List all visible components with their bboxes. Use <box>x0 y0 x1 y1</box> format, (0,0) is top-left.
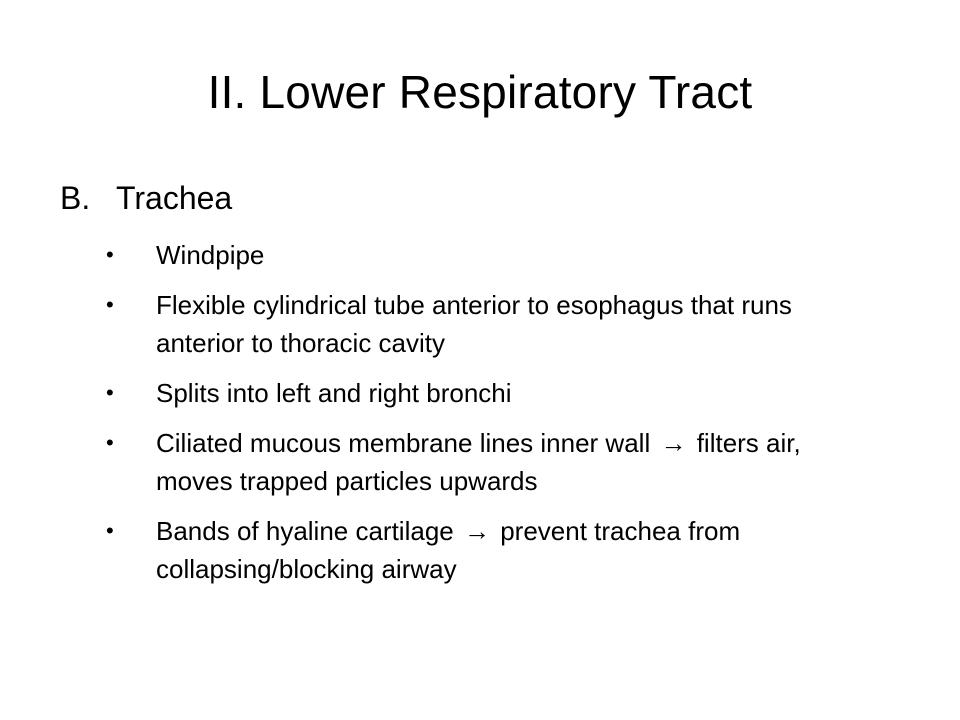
bullet-list <box>0 236 960 588</box>
section-letter: B. <box>60 180 91 216</box>
bullet-item <box>0 286 960 362</box>
slide-title: II. Lower Respiratory Tract <box>207 66 753 118</box>
right-arrow-icon: → <box>463 516 490 546</box>
bullet-text-start: Bands of hyaline cartilage <box>156 516 454 546</box>
bullet-icon: • <box>106 380 114 405</box>
section-title: Trachea <box>116 180 233 216</box>
bullet-icon: • <box>106 518 114 543</box>
bullet-item <box>0 374 960 412</box>
bullet-icon: • <box>106 292 114 317</box>
right-arrow-icon: → <box>660 428 687 458</box>
section-heading <box>60 176 232 220</box>
bullet-text: Splits into left and right bronchi <box>156 378 512 408</box>
bullet-text: Flexible cylindrical tube anterior to esophagus that runs anterior to thoracic cavity <box>156 290 792 358</box>
bullet-icon: • <box>106 430 114 455</box>
bullet-item <box>0 424 960 500</box>
bullet-text: Windpipe <box>156 240 265 270</box>
bullet-text-start: Ciliated mucous membrane lines inner wall <box>156 428 651 458</box>
bullet-text-end: filters air, moves trapped particles upwards <box>156 428 801 496</box>
bullet-item <box>0 512 960 588</box>
bullet-icon: • <box>106 242 114 267</box>
bullet-item <box>0 236 960 274</box>
bullet-text-end: prevent trachea from collapsing/blocking airway <box>156 516 741 584</box>
